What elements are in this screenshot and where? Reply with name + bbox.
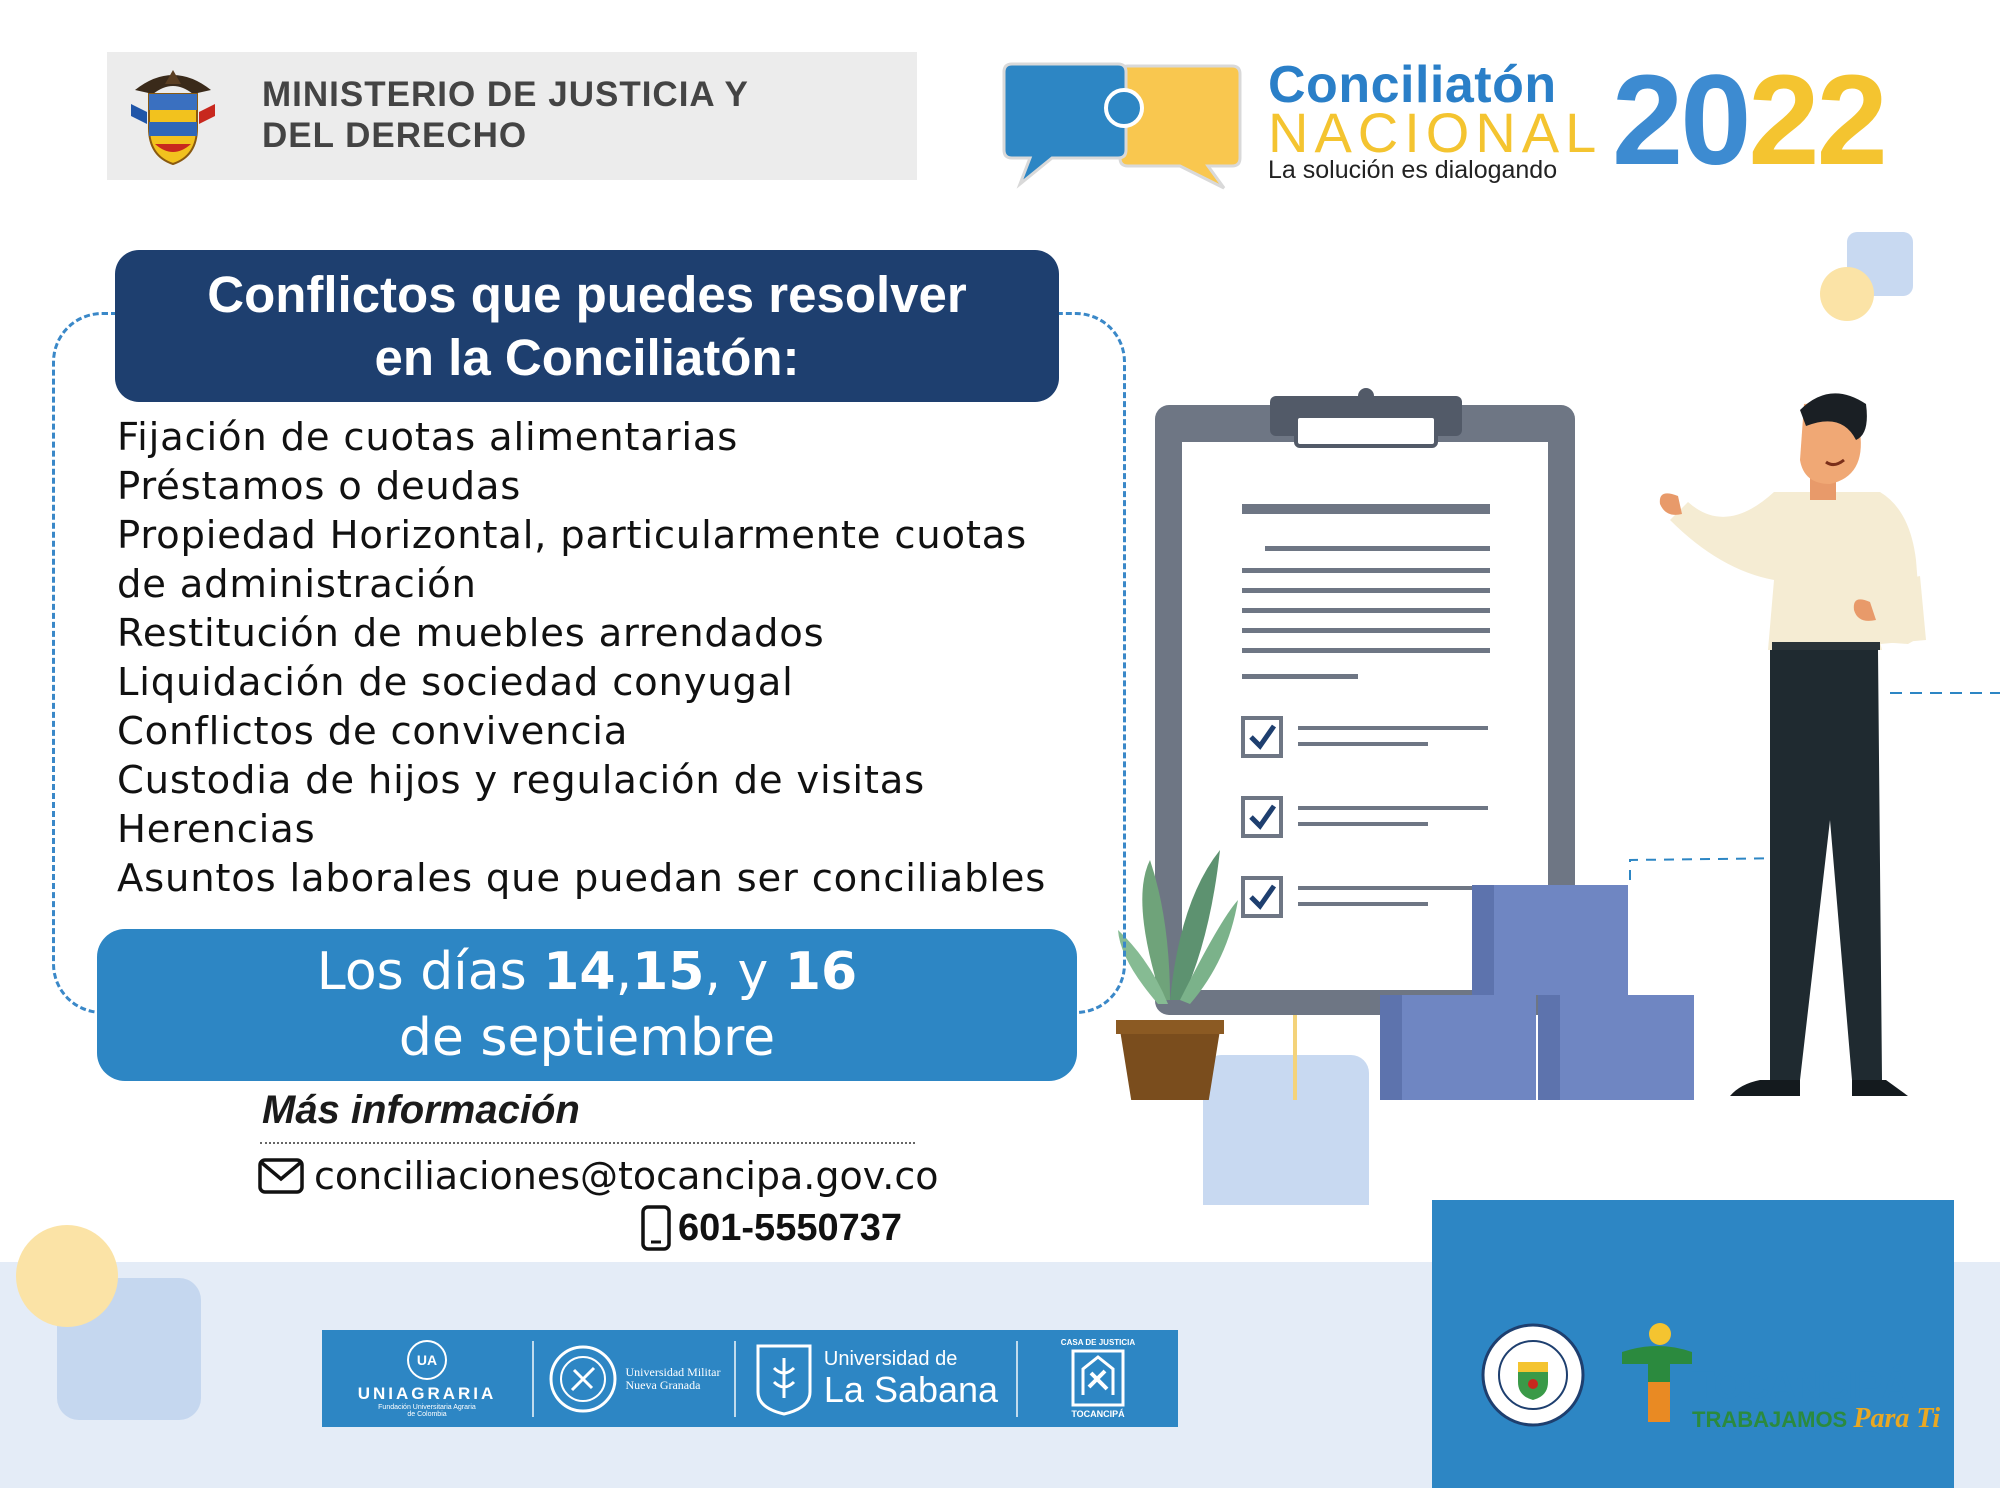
mail-icon: [258, 1158, 304, 1194]
sabana-line1: Universidad de: [823, 1348, 958, 1370]
list-item: de administración: [117, 562, 477, 607]
decorative-circle: [16, 1225, 118, 1327]
clipboard-illustration: [1110, 380, 2000, 1100]
sponsor-militar: [534, 1330, 734, 1427]
tocancipa-name: TOCANCIPÁ: [1692, 1365, 1909, 1407]
tocancipa-slogan-text: TRABAJAMOS: [1692, 1407, 1848, 1432]
event-dates: [97, 929, 1077, 1081]
list-item: Custodia de hijos y regulación de visitas: [117, 758, 925, 803]
brand-subtitle: NACIONAL: [1268, 101, 1603, 164]
list-item: Liquidación de sociedad conyugal: [117, 660, 794, 705]
sponsor-uniagraria: [322, 1330, 532, 1427]
list-item: Conflictos de convivencia: [117, 709, 629, 754]
dates-separator: , y: [704, 942, 785, 1002]
list-item: Propiedad Horizontal, particularmente cuotas: [117, 513, 1028, 558]
chat-bubbles-icon: [1000, 56, 1244, 192]
list-item: Préstamos o deudas: [117, 464, 522, 509]
phone-number[interactable]: 601-5550737: [678, 1206, 902, 1249]
conflicts-title-line2: en la Conciliatón:: [374, 329, 800, 386]
sponsors-bar: [322, 1330, 1178, 1427]
date-day-3: 16: [784, 942, 858, 1002]
municipal-seal-icon: [1480, 1322, 1586, 1428]
ministry-name: [262, 74, 749, 156]
brand-year: [1612, 49, 1885, 192]
casa-justicia-icon: [1069, 1347, 1127, 1409]
email-address[interactable]: conciliaciones@tocancipa.gov.co: [314, 1154, 939, 1198]
check-icon: [1243, 798, 1281, 836]
casa-line1: CASA DE JUSTICIA: [1060, 1338, 1136, 1347]
presenter-illustration: [1660, 393, 1926, 1096]
uniagraria-sub2: de Colombia: [407, 1410, 447, 1418]
conflicts-title: [115, 250, 1059, 402]
decorative-circle: [1820, 267, 1874, 321]
tocancipa-slogan-script: Para Ti: [1853, 1403, 1941, 1434]
brand-year-part2: 22: [1748, 49, 1885, 192]
sponsor-sabana: [736, 1330, 1016, 1427]
tocancipa-logo-icon: [1618, 1322, 1694, 1426]
ministry-name-line1: MINISTERIO DE JUSTICIA Y: [262, 75, 749, 114]
list-item: Fijación de cuotas alimentarias: [117, 415, 739, 460]
check-icon: [1243, 878, 1281, 916]
phone-icon: [640, 1205, 672, 1251]
uniagraria-logo-icon: UA: [407, 1340, 447, 1380]
divider: [260, 1142, 915, 1144]
coat-of-arms-icon: [127, 64, 219, 168]
militar-line1: Universidad Militar: [625, 1364, 721, 1379]
conflicts-list: [117, 413, 1077, 903]
event-dates-line1: [97, 939, 1077, 1005]
list-item: Restitución de muebles arrendados: [117, 611, 825, 656]
conflicts-title-line1: Conflictos que puedes resolver: [207, 266, 967, 323]
list-item: Asuntos laborales que puedan ser conciliables: [117, 856, 1047, 901]
sabana-line2: La Sabana: [823, 1369, 999, 1410]
casa-line2: TOCANCIPÁ: [1071, 1409, 1125, 1419]
divider: [1600, 1322, 1602, 1428]
sponsor-casa-justicia: [1018, 1330, 1178, 1427]
date-day-1: 14: [543, 942, 616, 1002]
uniagraria-sub1: Fundación Universitaria Agraria: [378, 1403, 476, 1411]
brand-title: Conciliatón: [1268, 56, 1557, 114]
brand-slogan: La solución es dialogando: [1268, 156, 1558, 184]
ministry-header: [107, 52, 917, 180]
list-item: Herencias: [117, 807, 316, 852]
email-contact[interactable]: [258, 1150, 939, 1202]
dates-comma: ,: [615, 942, 633, 1002]
dates-prefix: Los días: [316, 942, 544, 1002]
event-dates-month: de septiembre: [398, 1008, 776, 1068]
date-day-2: 15: [632, 942, 705, 1002]
sabana-seal-icon: [754, 1342, 814, 1416]
militar-seal-icon: [548, 1344, 618, 1414]
uniagraria-name: UNIAGRARIA: [357, 1383, 497, 1403]
brand-year-part1: 20: [1612, 49, 1749, 192]
militar-line2: Nueva Granada: [625, 1377, 701, 1392]
phone-contact[interactable]: [640, 1202, 902, 1254]
check-icon: [1243, 718, 1281, 756]
tocancipa-slogan: [1692, 1403, 1940, 1435]
info-title: Más información: [262, 1088, 580, 1132]
ministry-name-line2: DEL DERECHO: [262, 116, 528, 155]
